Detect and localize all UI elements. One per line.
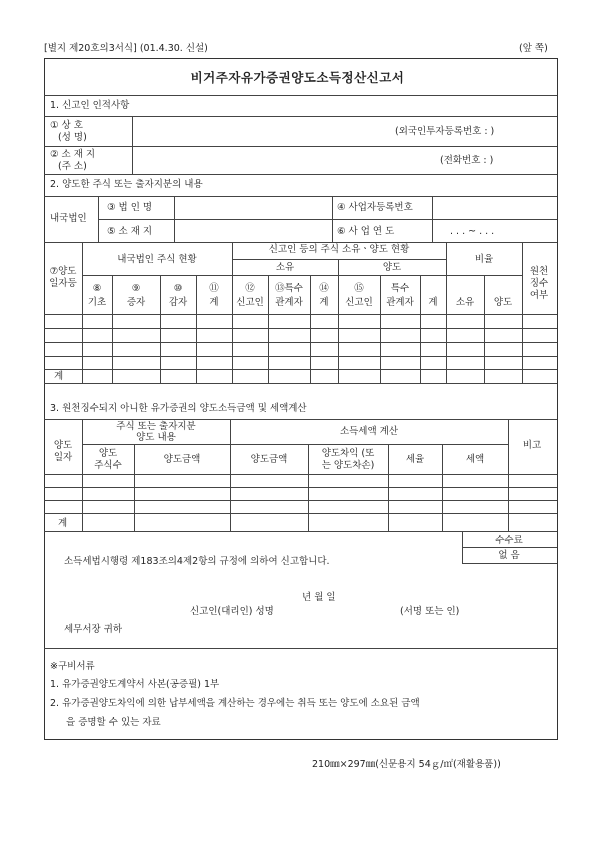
- form-title: 비거주자유가증권양도소득정산신고서: [190, 70, 405, 85]
- divider: [82, 419, 83, 531]
- transfer-header: 양도: [382, 262, 402, 273]
- divider: [196, 275, 197, 383]
- s3-col-shares-2: 주식수: [94, 460, 122, 471]
- s3-remark-header: 비고: [522, 440, 542, 451]
- divider: [338, 259, 339, 383]
- biz-no-label: ④ 사업자등록번호: [337, 202, 413, 213]
- form-id: [별지 제20호의3서식] (01.4.30. 신설): [44, 43, 208, 54]
- col-own-total-num: ⑭: [319, 283, 329, 294]
- divider: [268, 275, 269, 383]
- attachments-heading: ※구비서류: [50, 661, 95, 672]
- col-tr-reporter-num: ⑮: [354, 283, 364, 294]
- attachment-item-2: 2. 유가증권양도차익에 의한 납부세액을 계산하는 경우에는 취득 또는 양도에 소요된 금액: [50, 698, 420, 709]
- divider: [82, 242, 83, 383]
- divider: [132, 116, 133, 174]
- s3-col-rate: 세율: [405, 454, 425, 465]
- s3-col-gain: 양도차익 (또: [321, 448, 375, 459]
- table-row: [44, 513, 557, 514]
- page-side: (앞 쪽): [519, 43, 548, 54]
- table-row: [44, 314, 557, 315]
- col-increase: 증자: [126, 297, 146, 308]
- table-row: [44, 474, 557, 475]
- col-tr-total: 계: [428, 297, 438, 308]
- transfer-date-header: ⑦양도: [49, 266, 77, 277]
- table-row: [44, 369, 557, 370]
- withholding-header: 원천: [529, 266, 549, 277]
- domestic-corp-label: 내국법인: [50, 213, 87, 224]
- col-own-reporter-num: ⑫: [245, 283, 255, 294]
- table-row: [44, 328, 557, 329]
- divider: [462, 547, 557, 548]
- table-row: [44, 487, 557, 488]
- attachment-item-1: 1. 유가증권양도계약서 사본(공증필) 1부: [50, 679, 220, 690]
- divider: [160, 275, 161, 383]
- col-decrease-num: ⑩: [173, 283, 183, 294]
- col-own-reporter: 신고인: [236, 297, 264, 308]
- corp-name-label: ③ 법 인 명: [107, 202, 153, 213]
- signature-note: (서명 또는 인): [400, 606, 460, 617]
- divider: [44, 116, 557, 117]
- col-increase-num: ⑨: [131, 283, 141, 294]
- col-tr-related: 관계자: [386, 297, 414, 308]
- ratio-header: 비율: [474, 254, 494, 265]
- col-own-related-num: ⑬특수: [275, 283, 303, 294]
- divider: [98, 219, 557, 220]
- own-header: 소유: [275, 262, 295, 273]
- divider: [380, 275, 381, 383]
- divider: [82, 444, 508, 445]
- address-label: ② 소 재 지: [50, 149, 96, 160]
- divider: [522, 242, 523, 383]
- table-row: [44, 356, 557, 357]
- table-row: [44, 500, 557, 501]
- s3-col-transfer-amount: 양도금액: [250, 454, 288, 465]
- transfer-date-header-2: 일자등: [49, 278, 77, 289]
- divider: [446, 242, 447, 383]
- col-base-num: ⑧: [92, 283, 102, 294]
- section3-total-label: 계: [58, 518, 68, 529]
- phone-field[interactable]: (전화번호 : ): [440, 155, 494, 166]
- divider: [230, 419, 231, 531]
- s3-stock-header-2: 양도 내용: [136, 432, 176, 443]
- declaration-statement: 소득세법시행령 제183조의4제2항의 규정에 의하여 신고합니다.: [64, 556, 330, 567]
- s3-date-header-2: 일자: [53, 452, 73, 463]
- col-own-total: 계: [319, 297, 329, 308]
- divider: [112, 275, 113, 383]
- s3-stock-header: 주식 또는 출자지분: [116, 421, 196, 432]
- date-line[interactable]: 년 월 일: [302, 592, 336, 603]
- divider: [44, 383, 557, 384]
- withholding-header-3: 여부: [529, 290, 549, 301]
- paper-spec: 210㎜×297㎜(신문용지 54ｇ/㎡(재활용품)): [312, 759, 501, 770]
- holding-header: 신고인 등의 주식 소유ㆍ양도 현황: [268, 244, 410, 255]
- divider: [232, 242, 233, 383]
- col-tr-reporter: 신고인: [345, 297, 373, 308]
- col-tr-related-num: 특수: [390, 283, 410, 294]
- fiscal-year-label: ⑥ 사 업 연 도: [337, 226, 395, 237]
- section2-heading: 2. 양도한 주식 또는 출자지분의 내용: [50, 179, 203, 190]
- domestic-stock-header: 내국법인 주식 현황: [117, 254, 197, 265]
- divider: [82, 275, 232, 276]
- divider: [44, 196, 557, 197]
- section1-heading: 1. 신고인 인적사항: [50, 100, 130, 111]
- s3-col-shares: 양도: [98, 448, 118, 459]
- section3-heading: 3. 원천징수되지 아니한 유가증권의 양도소득금액 및 세액계산: [50, 403, 307, 414]
- col-decrease: 감자: [168, 297, 188, 308]
- col-base: 기초: [87, 297, 107, 308]
- divider: [232, 275, 446, 276]
- s3-calc-header: 소득세액 계산: [339, 426, 399, 437]
- table-row: [44, 342, 557, 343]
- divider: [232, 259, 446, 260]
- name-label: ① 상 호: [50, 120, 83, 131]
- col-own-related: 관계자: [275, 297, 303, 308]
- col-ratio-transfer: 양도: [493, 297, 513, 308]
- divider: [44, 146, 557, 147]
- divider: [44, 242, 557, 243]
- divider: [508, 419, 509, 531]
- addressee: 세무서장 귀하: [64, 624, 123, 635]
- divider: [44, 648, 557, 649]
- col-total1-num: ⑪: [209, 283, 219, 294]
- divider: [484, 275, 485, 383]
- fiscal-year-value[interactable]: . . . ~ . . .: [450, 226, 495, 237]
- withholding-header-2: 징수: [529, 278, 549, 289]
- name-label-alt: (성 명): [58, 132, 87, 143]
- section2-total-label: 계: [54, 371, 64, 382]
- address-label-alt: (주 소): [58, 161, 87, 172]
- col-total1: 계: [209, 297, 219, 308]
- corp-address-label: ⑤ 소 재 지: [107, 226, 153, 237]
- fee-value: 없 음: [498, 550, 520, 561]
- signer-line[interactable]: 신고인(대리인) 성명: [190, 606, 274, 617]
- s3-col-tax: 세액: [465, 454, 485, 465]
- divider: [44, 174, 557, 175]
- s3-col-gain-2: 는 양도차손): [321, 460, 375, 471]
- divider: [462, 563, 557, 564]
- divider: [44, 531, 557, 532]
- s3-date-header: 양도: [53, 440, 73, 451]
- divider: [310, 275, 311, 383]
- divider: [44, 95, 557, 96]
- divider: [420, 275, 421, 383]
- fee-label: 수수료: [495, 535, 523, 546]
- s3-col-amount: 양도금액: [163, 454, 201, 465]
- foreign-investor-no-field[interactable]: (외국인투자등록번호 : ): [395, 126, 495, 137]
- col-ratio-own: 소유: [455, 297, 475, 308]
- divider: [44, 419, 557, 420]
- attachment-item-2-cont: 을 증명할 수 있는 자료: [66, 717, 161, 728]
